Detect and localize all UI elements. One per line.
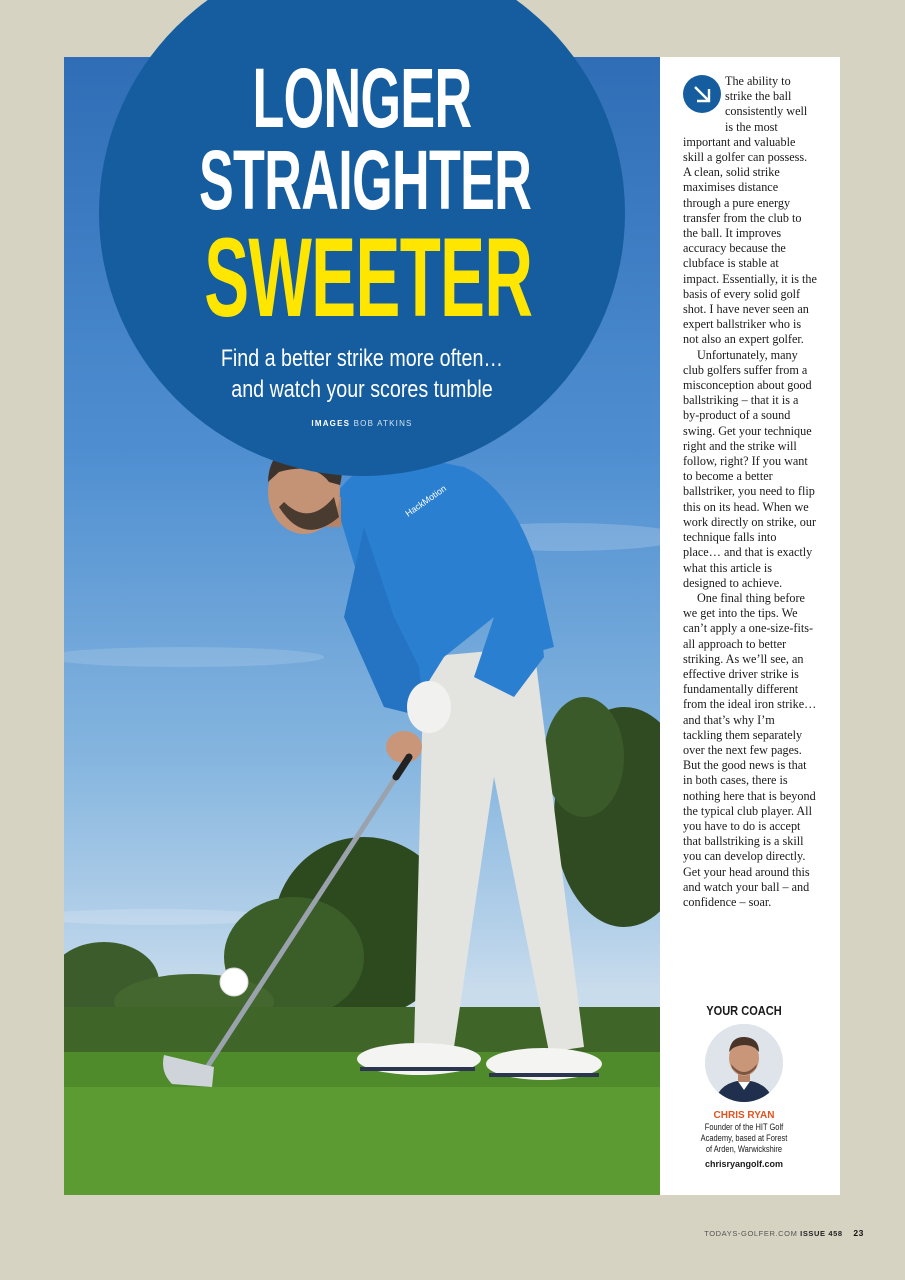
credit-label: IMAGES [311, 419, 351, 428]
standfirst-line-2: and watch your scores tumble [231, 376, 493, 403]
shirt-brand: HackMotion [403, 483, 449, 519]
coach-heading: YOUR COACH [706, 1003, 782, 1018]
coach-website[interactable]: chrisryangolf.com [704, 1159, 784, 1169]
headline-line-2: STRAIGHTER [198, 133, 532, 227]
page-footer [704, 1228, 864, 1238]
footer-site: TODAYS-GOLFER.COM [704, 1229, 798, 1238]
coach-name: CHRIS RYAN [713, 1110, 775, 1121]
standfirst-line-1: Find a better strike more often… [220, 345, 504, 372]
image-credit [99, 419, 625, 428]
avatar [705, 1024, 783, 1102]
headline-line-3: SWEETER [204, 215, 533, 340]
page-number: 23 [853, 1228, 864, 1238]
article-paragraph: The ability to strike the ball consistently well is the most important and valuable skill a golfer can possess. A clean, solid strike maximises distance through a pure energy transfer from the club to the ball. It improves accuracy because the clubface is stable at impact. Essentially, it is the basis of every solid golf shot. I have never seen an expert ballstriker who is not also an expert golfer. [683, 74, 817, 347]
standfirst [146, 343, 577, 405]
article-paragraph: One final thing before we get into the tips. We can’t apply a one-size-fits-all approach to better striking. As we’ll see, an effective driver strike is fundamentally different from the ideal iron strike… and that’s why I’m tackling them separately over the next few pages. But the good news is that in both cases, there is nothing here that is beyond the typical club player. All you have to do is accept that ballstriking is a skill you can develop directly. Get your head around this and watch your ball – and confidence – soar. [683, 590, 817, 909]
credit-name: BOB ATKINS [353, 419, 413, 428]
article-body [683, 74, 817, 910]
headline-line-1: LONGER [252, 51, 472, 145]
coach-role: Founder of the HIT Golf Academy, based at Forest of Arden, Warwickshire [700, 1122, 788, 1154]
footer-issue: ISSUE 458 [800, 1229, 843, 1238]
article-paragraph: Unfortunately, many club golfers suffer from a misconception about good ballstriking – that it is a by-product of a sound swing. Get your technique right and the strike will follow, right? If you want to become a better ballstriker, you need to flip this on its head. When we work directly on strike, our technique falls into place… and that is exactly what this article is designed to achieve. [683, 347, 817, 590]
